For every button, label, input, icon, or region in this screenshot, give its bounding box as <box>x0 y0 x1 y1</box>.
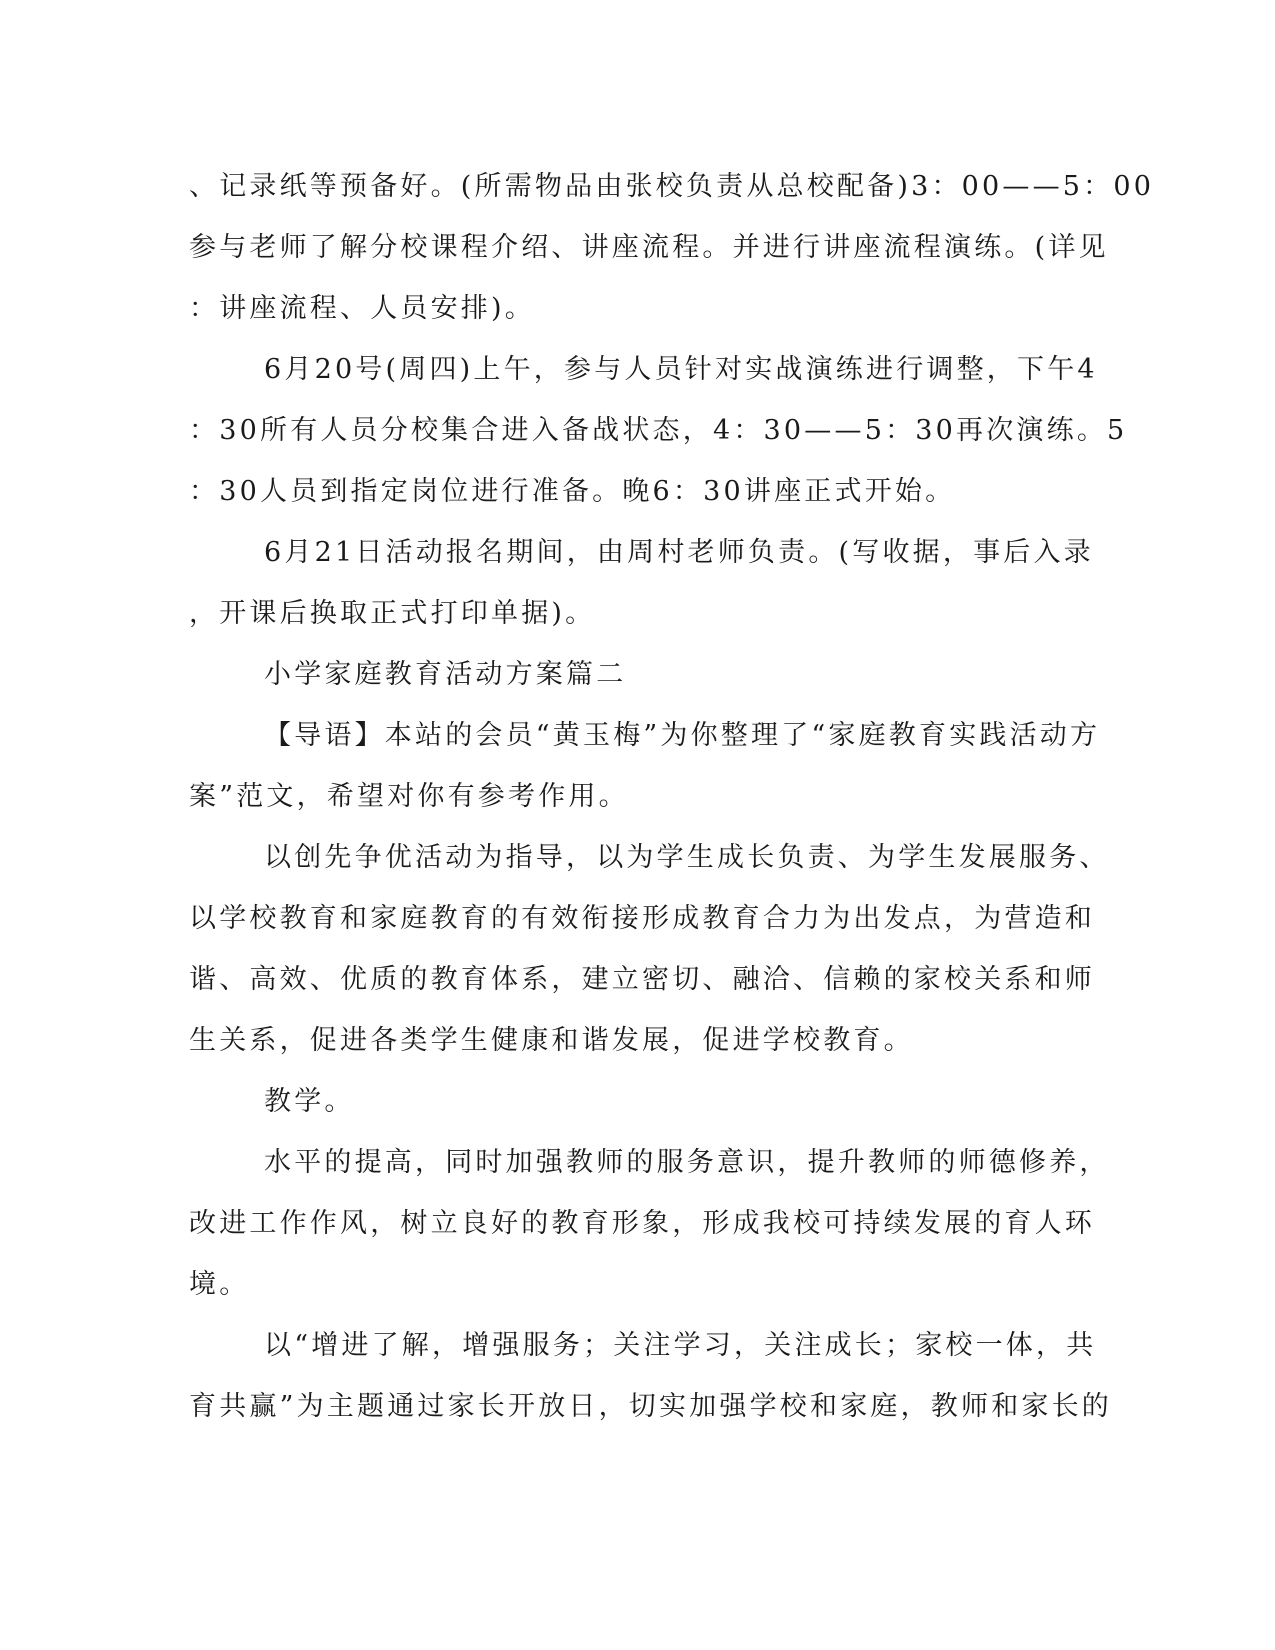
text-line: ，开课后换取正式打印单据)。 <box>189 598 596 629</box>
text-line: 以创先争优活动为指导，以为学生成长负责、为学生发展服务、 <box>264 842 1110 873</box>
text-line: 以“增进了解，增强服务；关注学习，关注成长；家校一体，共 <box>264 1330 1097 1361</box>
text-line: 境。 <box>189 1269 250 1300</box>
text-line: 6月21日活动报名期间，由周村老师负责。(写收据，事后入录 <box>264 537 1094 568</box>
text-line: 案”范文，希望对你有参考作用。 <box>189 781 629 812</box>
section-heading: 小学家庭教育活动方案篇二 <box>264 659 627 690</box>
text-line: 以学校教育和家庭教育的有效衔接形成教育合力为出发点，为营造和 <box>189 903 1095 934</box>
text-line: 参与老师了解分校课程介绍、讲座流程。并进行讲座流程演练。(详见 <box>189 232 1109 263</box>
text-line: 生关系，促进各类学生健康和谐发展，促进学校教育。 <box>189 1025 914 1056</box>
text-line: 【导语】本站的会员“黄玉梅”为你整理了“家庭教育实践活动方 <box>264 720 1101 751</box>
text-line: ：30所有人员分校集合进入备战状态，4：30——5：30再次演练。5 <box>189 415 1128 446</box>
text-line: 、记录纸等预备好。(所需物品由张校负责从总校配备)3：00——5：00 <box>189 171 1155 202</box>
text-line: 谐、高效、优质的教育体系，建立密切、融洽、信赖的家校关系和师 <box>189 964 1095 995</box>
text-line: ：讲座流程、人员安排)。 <box>189 293 535 324</box>
text-line: ：30人员到指定岗位进行准备。晚6：30讲座正式开始。 <box>189 476 956 507</box>
text-line: 教学。 <box>264 1086 355 1117</box>
text-line: 6月20号(周四)上午，参与人员针对实战演练进行调整，下午4 <box>264 354 1098 385</box>
text-line: 育共赢”为主题通过家长开放日，切实加强学校和家庭，教师和家长的 <box>189 1391 1113 1422</box>
text-line: 水平的提高，同时加强教师的服务意识，提升教师的师德修养， <box>264 1147 1110 1178</box>
text-line: 改进工作作风，树立良好的教育形象，形成我校可持续发展的育人环 <box>189 1208 1095 1239</box>
